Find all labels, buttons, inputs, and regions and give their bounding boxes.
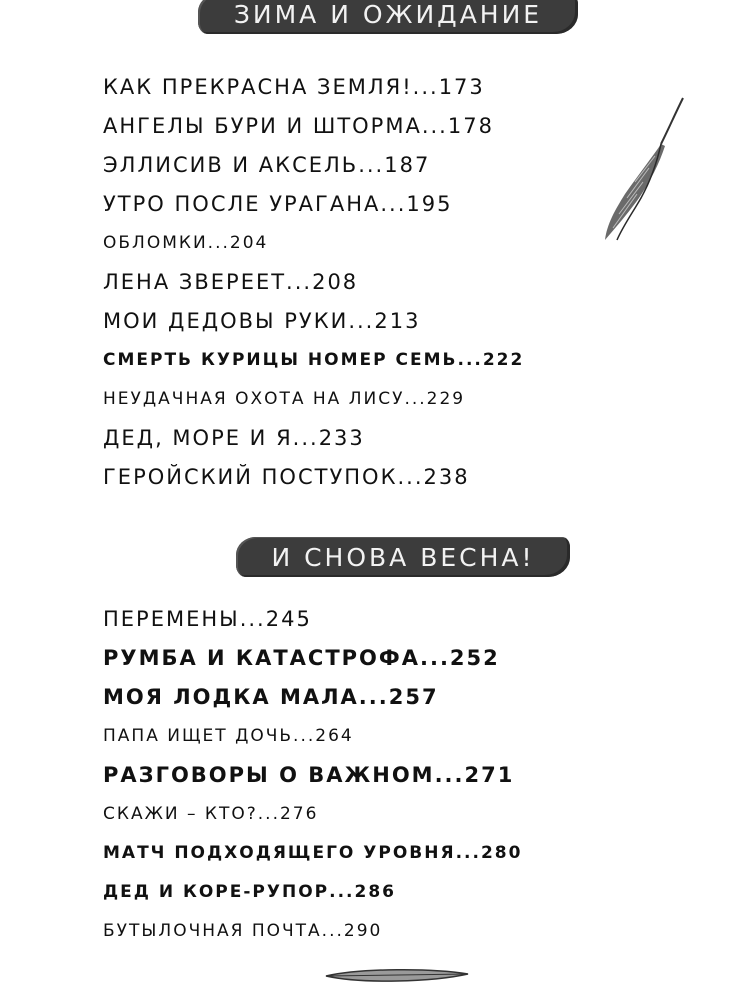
toc-entry[interactable]: КАК ПРЕКРАСНА ЗЕМЛЯ!...173 (103, 75, 485, 99)
toc-entry[interactable]: АНГЕЛЫ БУРИ И ШТОРМА...178 (103, 114, 494, 138)
feather-leaf-icon (595, 94, 690, 244)
toc-entry[interactable]: РУМБА И КАТАСТРОФА...252 (103, 646, 500, 670)
toc-entry[interactable]: ДЕД, МОРЕ И Я...233 (103, 426, 365, 450)
toc-list-winter (103, 68, 524, 497)
section-title-spring (236, 537, 570, 577)
toc-entry[interactable]: НЕУДАЧНАЯ ОХОТА НА ЛИСУ...229 (103, 389, 466, 409)
toc-entry[interactable]: РАЗГОВОРЫ О ВАЖНОМ...271 (103, 763, 515, 787)
toc-entry[interactable]: МОИ ДЕДОВЫ РУКИ...213 (103, 309, 421, 333)
toc-entry[interactable]: МОЯ ЛОДКА МАЛА...257 (103, 685, 439, 709)
toc-entry[interactable]: УТРО ПОСЛЕ УРАГАНА...195 (103, 192, 453, 216)
toc-entry[interactable]: МАТЧ ПОДХОДЯЩЕГО УРОВНЯ...280 (103, 843, 523, 863)
toc-entry[interactable]: ОБЛОМКИ...204 (103, 233, 269, 253)
section-title-winter-text: ЗИМА И ОЖИДАНИЕ (233, 0, 543, 29)
toc-entry[interactable]: ЛЕНА ЗВЕРЕЕТ...208 (103, 270, 359, 294)
toc-entry[interactable]: ДЕД И КОРЕ-РУПОР...286 (103, 882, 396, 902)
toc-entry[interactable]: СМЕРТЬ КУРИЦЫ НОМЕР СЕМЬ...222 (103, 350, 525, 370)
leaf-divider-icon (322, 960, 472, 990)
toc-entry[interactable]: БУТЫЛОЧНАЯ ПОЧТА...290 (103, 921, 383, 941)
toc-list-spring (103, 600, 522, 951)
toc-entry[interactable]: ПАПА ИЩЕТ ДОЧЬ...264 (103, 726, 354, 746)
section-title-winter (198, 0, 578, 34)
section-title-spring-text: И СНОВА ВЕСНА! (271, 542, 535, 572)
toc-entry[interactable]: СКАЖИ – КТО?...276 (103, 804, 319, 824)
toc-entry[interactable]: ПЕРЕМЕНЫ...245 (103, 607, 312, 631)
toc-entry[interactable]: ЭЛЛИСИВ И АКСЕЛЬ...187 (103, 153, 431, 177)
toc-entry[interactable]: ГЕРОЙСКИЙ ПОСТУПОК...238 (103, 465, 470, 489)
